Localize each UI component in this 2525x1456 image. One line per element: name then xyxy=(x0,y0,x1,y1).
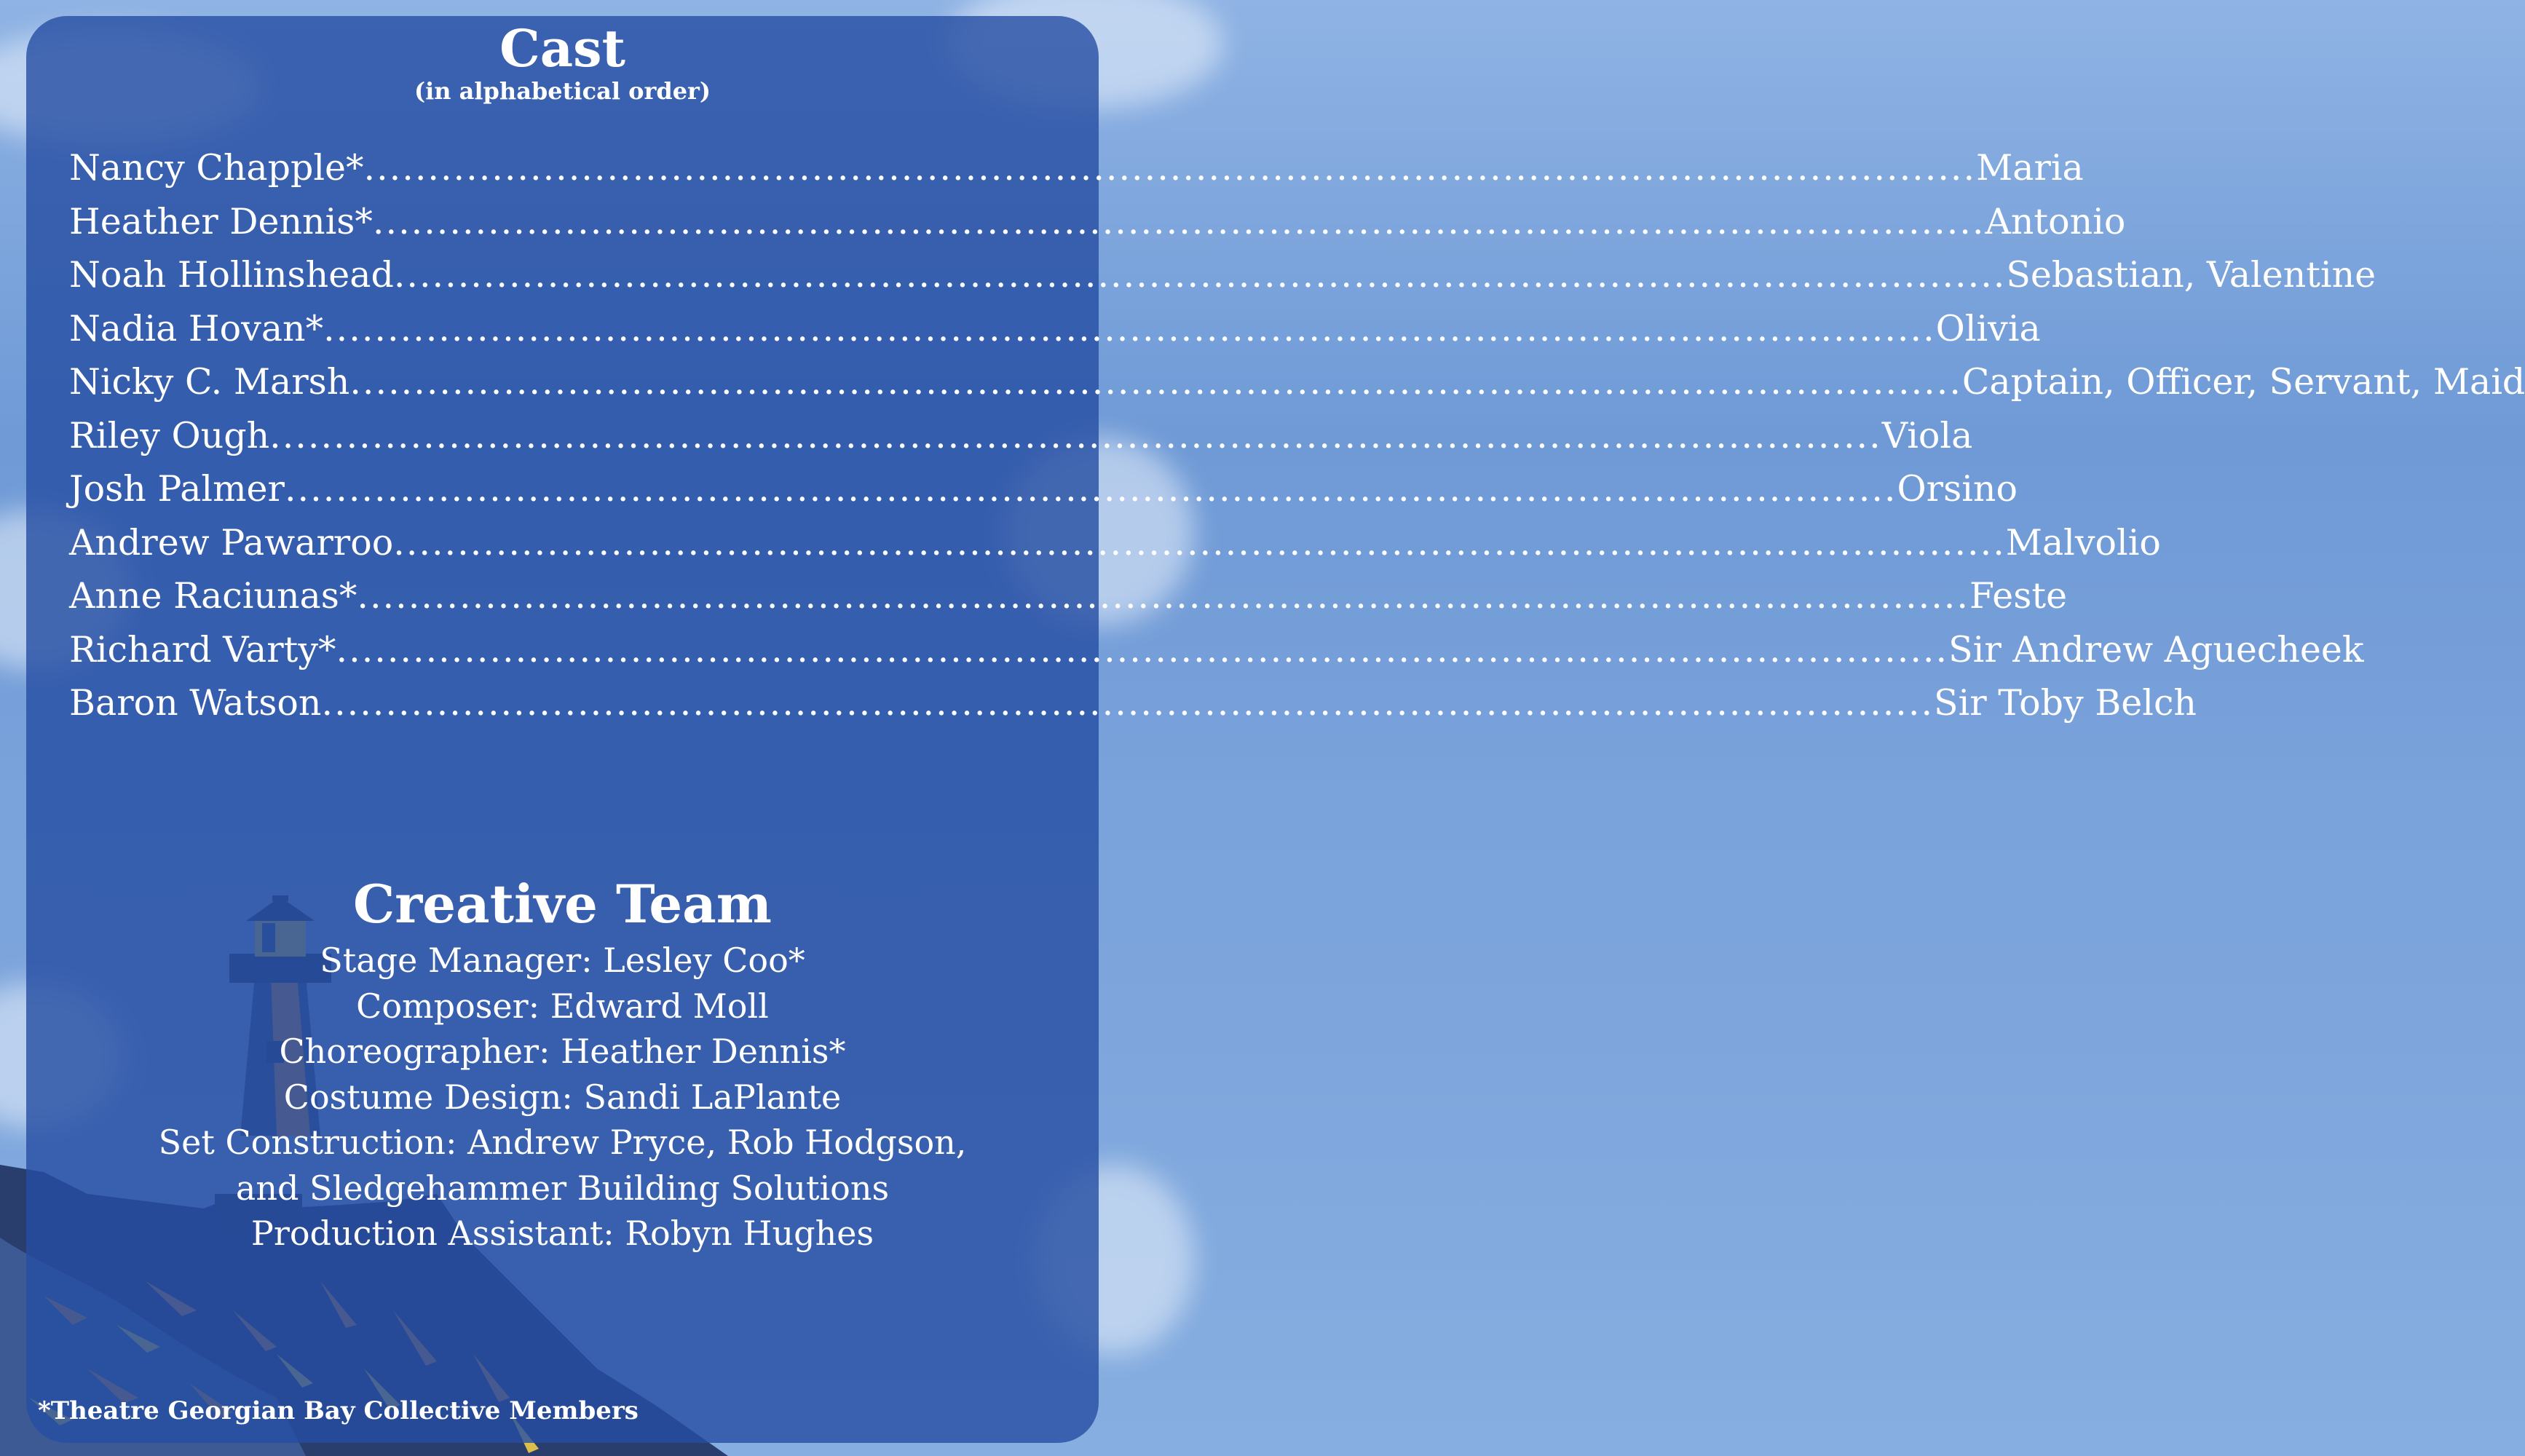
cast-row xyxy=(69,516,2161,570)
creative-team-heading: Creative Team xyxy=(353,873,772,935)
cast-member-role: Orsino xyxy=(1897,468,2018,510)
cast-row xyxy=(69,623,2364,677)
cast-member-name: Baron Watson xyxy=(69,682,322,724)
dot-leader: .............................................................................................................................. xyxy=(336,628,1949,670)
cast-member-role: Sir Andrew Aguecheek xyxy=(1948,628,2364,670)
dot-leader: .............................................................................................................................. xyxy=(363,147,1977,189)
cast-row xyxy=(69,248,2376,302)
cast-row xyxy=(69,569,2068,623)
credit-line: Choreographer: Heather Dennis* xyxy=(279,1032,846,1071)
cast-member-role: Olivia xyxy=(1935,307,2041,349)
cast-member-name: Josh Palmer xyxy=(69,468,285,510)
cast-member-name: Heather Dennis* xyxy=(69,200,373,242)
cast-member-role: Antonio xyxy=(1985,200,2126,242)
cast-member-role: Sebastian, Valentine xyxy=(2006,254,2376,296)
cast-member-name: Andrew Pawarroo xyxy=(69,521,394,563)
cast-member-name: Noah Hollinshead xyxy=(69,254,394,296)
cast-member-role: Captain, Officer, Servant, Maid xyxy=(1961,361,2525,403)
collective-members-footnote: *Theatre Georgian Bay Collective Members xyxy=(38,1396,639,1425)
cast-member-role: Feste xyxy=(1969,575,2068,617)
credit-line: and Sledgehammer Building Solutions xyxy=(235,1168,890,1208)
cast-member-role: Maria xyxy=(1976,147,2084,189)
cast-list xyxy=(69,141,2525,730)
cast-member-name: Anne Raciunas* xyxy=(69,575,357,617)
cast-row xyxy=(69,676,2197,730)
cast-row xyxy=(69,195,2126,249)
dot-leader: .............................................................................................................................. xyxy=(349,361,1962,403)
cast-member-name: Riley Ough xyxy=(69,414,270,456)
credit-line: Composer: Edward Moll xyxy=(356,986,769,1026)
cast-subheading: (in alphabetical order) xyxy=(414,77,711,105)
cast-member-name: Richard Varty* xyxy=(69,628,336,670)
cast-row xyxy=(69,409,1973,463)
cast-member-name: Nicky C. Marsh xyxy=(69,361,350,403)
cast-row xyxy=(69,355,2525,409)
dot-leader: .............................................................................................................................. xyxy=(284,468,1897,510)
cast-row xyxy=(69,302,2041,356)
cast-heading: Cast xyxy=(499,18,625,79)
cast-member-role: Sir Toby Belch xyxy=(1934,682,2197,724)
dot-leader: .............................................................................................................................. xyxy=(269,414,1882,456)
dot-leader: .............................................................................................................................. xyxy=(357,575,1969,617)
dot-leader: .............................................................................................................................. xyxy=(323,307,1936,349)
creative-team-credits xyxy=(0,938,1125,1257)
credit-line: Production Assistant: Robyn Hughes xyxy=(250,1214,874,1253)
cast-member-role: Viola xyxy=(1881,414,1973,456)
cast-member-name: Nancy Chapple* xyxy=(69,147,364,189)
credit-line: Set Construction: Andrew Pryce, Rob Hodgson, xyxy=(158,1123,967,1162)
cast-member-role: Malvolio xyxy=(2005,521,2161,563)
credit-line: Stage Manager: Lesley Coo* xyxy=(320,941,805,980)
cast-row xyxy=(69,462,2018,516)
dot-leader: .............................................................................................................................. xyxy=(393,521,2006,563)
dot-leader: .............................................................................................................................. xyxy=(393,254,2007,296)
dot-leader: .............................................................................................................................. xyxy=(321,682,1935,724)
cast-row xyxy=(69,141,2084,195)
credit-line: Costume Design: Sandi LaPlante xyxy=(283,1077,842,1117)
dot-leader: .............................................................................................................................. xyxy=(372,200,1985,242)
cast-member-name: Nadia Hovan* xyxy=(69,307,324,349)
